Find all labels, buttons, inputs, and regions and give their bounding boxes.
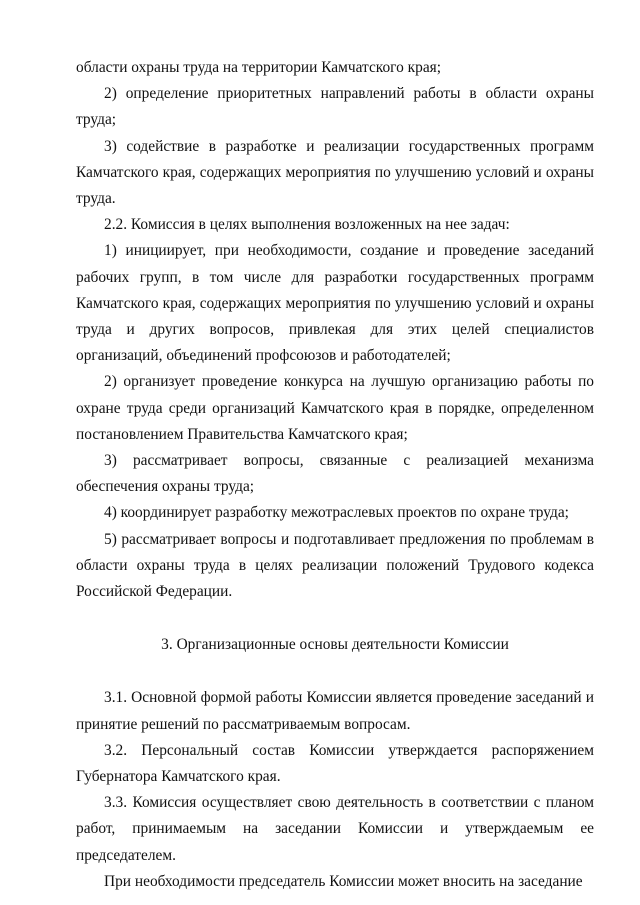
paragraph-2-2: 2.2. Комиссия в целях выполнения возложенных на нее задач:	[104, 216, 510, 234]
paragraph-2-2-item-3: 3) рассматривает вопросы, связанные с реализацией механизма обеспечения охраны труда;	[76, 452, 594, 496]
paragraph-item-2: 2) определение приоритетных направлений работы в области охраны труда;	[76, 85, 594, 129]
paragraph-3-3: 3.3. Комиссия осуществляет свою деятельность в соответствии с планом работ, принимаемым на заседании Комиссии и утверждаемым ее председателем.	[76, 794, 594, 864]
paragraph-3-2: 3.2. Персональный состав Комиссии утверждается распоряжением Губернатора Камчатского края.	[76, 741, 594, 786]
paragraph-item-3: 3) содействие в разработке и реализации государственных программ Камчатского края, содержащих мероприятия по улучшению условий и охраны труда.	[76, 137, 594, 208]
section-heading: 3. Организационные основы деятельности Комиссии	[161, 636, 509, 654]
paragraph-2-2-item-4: 4) координирует разработку межотраслевых проектов по охране труда;	[104, 504, 569, 522]
paragraph-2-2-item-1: 1) инициирует, при необходимости, создание и проведение заседаний рабочих групп, в том числе для разработки государственных программ Камчатского края, содержащих мероприятия по улучшению условий и охраны труда и других вопросов, привлекая для этих целей специалистов организаций, объединений профсоюзов и работодателей;	[76, 242, 594, 365]
document-page	[76, 55, 594, 895]
paragraph-3-3-continuation: При необходимости председатель Комиссии может вносить на заседание	[104, 872, 583, 890]
paragraph-2-2-item-2: 2) организует проведение конкурса на лучшую организацию работы по охране труда среди организаций Камчатского края в порядке, определенном постановлением Правительства Камчатского края;	[76, 373, 594, 443]
paragraph-2-2-item-5: 5) рассматривает вопросы и подготавливает предложения по проблемам в области охраны труда в целях реализации положений Трудового кодекса Российской Федерации.	[76, 530, 594, 601]
paragraph-3-1: 3.1. Основной формой работы Комиссии является проведение заседаний и принятие решений по рассматриваемым вопросам.	[76, 689, 594, 733]
paragraph-continuation: области охраны труда на территории Камчатского края;	[76, 59, 441, 76]
